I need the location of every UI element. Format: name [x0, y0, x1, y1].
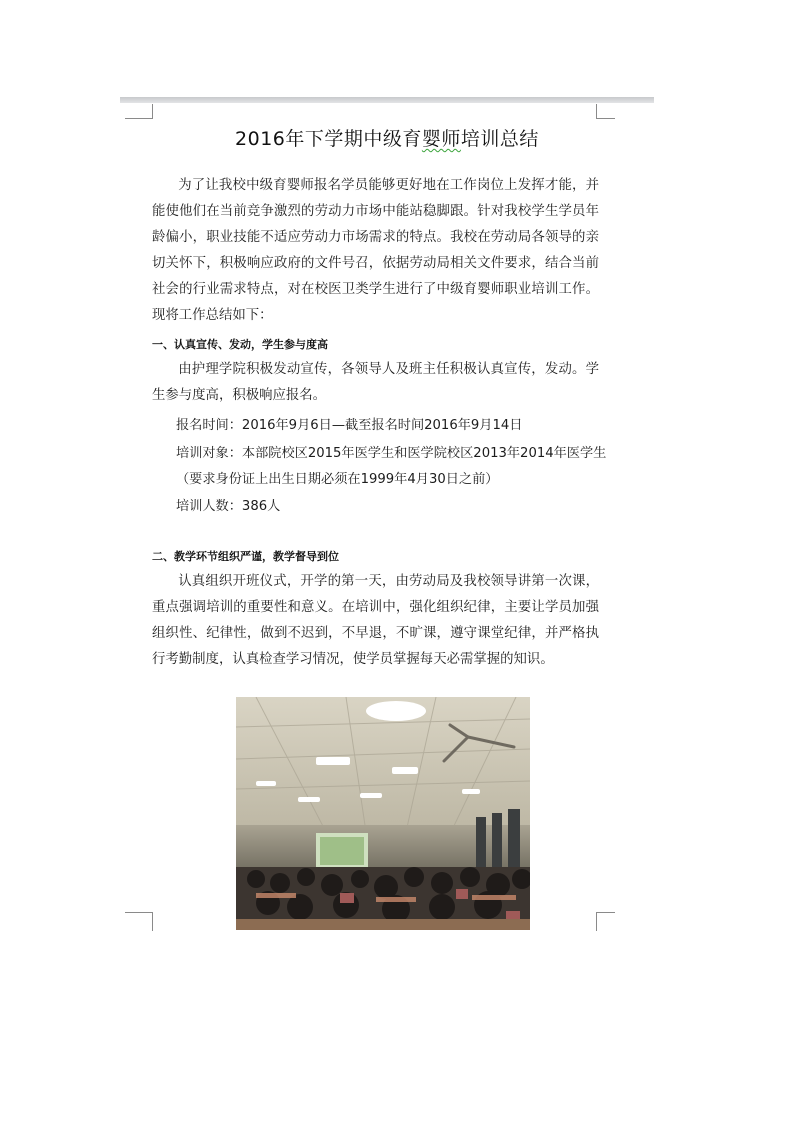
page-top-edge	[120, 97, 654, 103]
section1-body: 由护理学院积极发动宣传，各领导人及班主任积极认真宣传，发动。学生参与度高，积极响应报名。	[152, 362, 599, 403]
target-line: 培训对象：本部院校区2015年医学生和医学院校区2013年2014年医学生	[176, 446, 607, 461]
count-line: 培训人数：386人	[176, 499, 281, 514]
document-title	[120, 124, 654, 151]
requirement-line: （要求身份证上出生日期必须在1999年4月30日之前）	[176, 472, 499, 487]
section1-heading: 一、认真宣传、发动，学生参与度高	[152, 338, 328, 351]
title-prefix: 2016年下学期中级育	[235, 128, 422, 150]
section2-heading: 二、教学环节组织严谨，教学督导到位	[152, 550, 339, 563]
intro-text: 为了让我校中级育婴师报名学员能够更好地在工作岗位上发挥才能，并能使他们在当前竞争激烈的劳动力市场中能站稳脚跟。针对我校学生学员年龄偏小，职业技能不适应劳动力市场需求的特点。我校在劳动局各领导的亲切关怀下，积极响应政府的文件号召，依据劳动局相关文件要求，结合当前社会的行业需求特点，对在校医卫类学生进行了中级育婴师职业培训工作。现将工作总结如下：	[152, 178, 599, 323]
margin-mark-bottom-right	[596, 912, 615, 931]
margin-mark-top-left	[125, 104, 153, 119]
title-spellcheck-word: 婴师	[421, 128, 461, 150]
margin-mark-bottom-left	[125, 912, 153, 931]
margin-mark-top-right	[596, 104, 615, 119]
section2-paragraph	[152, 569, 599, 673]
section1-paragraph	[152, 357, 599, 409]
title-suffix: 培训总结	[460, 128, 539, 150]
intro-paragraph	[152, 173, 599, 329]
registration-line: 报名时间：2016年9月6日—截至报名时间2016年9月14日	[176, 418, 523, 433]
classroom-photo	[236, 697, 530, 930]
section2-body: 认真组织开班仪式，开学的第一天，由劳动局及我校领导讲第一次课，重点强调培训的重要性和意义。在培训中，强化组织纪律，主要让学员加强组织性、纪律性，做到不迟到，不早退，不旷课，遵守课堂纪律，并严格执行考勤制度，认真检查学习情况，使学员掌握每天必需掌握的知识。	[152, 574, 599, 667]
classroom-photo-illustration	[236, 697, 530, 930]
